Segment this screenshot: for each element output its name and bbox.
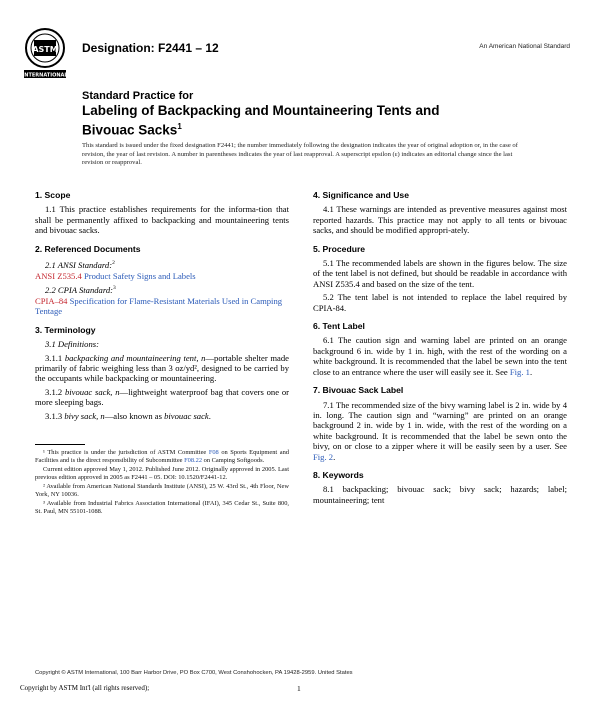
title-line-2: Labeling of Backpacking and Mountaineering Tents and [82,103,440,118]
title-footnote-mark: 1 [177,122,182,131]
footnote-mark: 2 [112,260,115,267]
paragraph: 6.1 The caution sign and warning label are printed on an orange background 6 in. wide by 1 in. high, with the rest of the wording on a white background. It is recommended that the label be sewn into the tent close to an entrance where the user will easily see it. See Fig. 1. [313,335,567,377]
designation: Designation: F2441 – 12 [82,41,219,55]
page-number: 1 [297,684,301,693]
ref-title-cpia[interactable]: Specification for Flame-Resistant Materials Used in Camping Tentage [35,295,283,317]
copyright-bottom: Copyright by ASTM Int'l (all rights reserved); [20,684,150,692]
section-heading: 7. Bivouac Sack Label [313,385,404,396]
section-heading: 6. Tent Label [313,321,365,332]
copyright-notice: Copyright © ASTM International, 100 Barr Harbor Drive, PO Box C700, West Conshohocken, PA 19428-2959. United States [35,670,353,676]
section-tent-label [313,321,567,377]
section-heading: 5. Procedure [313,243,366,254]
section-procedure [313,244,567,313]
section-scope [35,190,289,236]
logo-label: INTERNATIONAL [22,72,68,79]
fig-1-link[interactable]: Fig. 1 [509,366,530,377]
issuance-notice: This standard is issued under the fixed designation F2441; the number immediately following the designation indicates the year of original adoption or, in the case of revision, the year of last revision. A number in parentheses indicates the year of last reapproval. A superscript epsilon (ε) indicates an editorial change since the last revision or reapproval. [82,142,518,167]
title-line-1: Standard Practice for [82,90,194,102]
footnote-edition: Current edition approved May 1, 2012. Published June 2012. Originally approved in 2005. Last previous edition approved in 2005 as F2441 – 05. DOI: 10.1520/F2441-12. [35,466,289,481]
ref-title-ansi[interactable]: Product Safety Signs and Labels [81,271,196,282]
section-keywords [313,470,567,505]
fig-2-link[interactable]: Fig. 2 [313,451,334,462]
paragraph: 4.1 These warnings are intended as preventive measures against most reported hazards. This practice may not apply to all tents or bivouac sacks, and should be modified appropri-ately. [313,204,567,236]
document-title [82,89,552,139]
ref-label: 2.2 CPIA Standard: [45,284,114,295]
section-heading: 1. Scope [35,190,71,200]
standard-type: An American National Standard [479,43,570,50]
footnotes [35,444,289,517]
section-heading: 8. Keywords [313,469,364,480]
section-terminology [35,325,289,421]
definition-bivouac: 3.1.2 bivouac sack, n—lightweight waterproof bag that covers one or more sleeping bags. [35,386,289,408]
paragraph: 5.2 The tent label is not intended to replace the label required by CPIA-84. [313,292,567,313]
definition-tent: 3.1.1 backpacking and mountaineering tent, n—portable shelter made primarily of fabric weighing less than 3 oz/yd², designed to be carried by the occupants while backpacking or mountaineering. [35,352,289,384]
ref-label: 2.1 ANSI Standard: [45,259,113,270]
section-significance [313,190,567,236]
astm-logo [22,26,68,80]
paragraph: 3.1 Definitions: [45,339,99,350]
paragraph: 7.1 The recommended size of the bivy warning label is 2 in. wide by 4 in. long. The caution sign and “warning” are printed on an orange background 2 in. wide by 1 in. wide, with the rest of the wording on a white background. It is recommended that the label be sewn onto the bivy, on or close to a zipper where it will be easily seen by a user. See Fig. 2. [313,399,567,462]
footnote-divider [35,444,85,445]
ref-link-ansi[interactable]: ANSI Z535.4 [35,271,82,282]
footnote-2: ² Available from American National Standards Institute (ANSI), 25 W. 43rd St., 4th Floor, New York, NY 10036. [35,483,289,498]
section-heading: 3. Terminology [35,324,96,335]
paragraph: 8.1 backpacking; bivouac sack; bivy sack; hazards; label; mountaineering; tent [313,484,567,505]
right-column [313,190,567,513]
footnote-1: ¹ This practice is under the jurisdiction of ASTM Committee F08 on Sports Equipment and Facilities and is the direct responsibility of Subcommittee F08.22 on Camping Softgoods. [35,449,289,464]
definition-bivy: 3.1.3 bivy sack, n—also known as bivouac sack. [45,410,211,421]
paragraph: 5.1 The recommended labels are shown in the figures below. The size of the tent label is not defined, but should be readable in accordance with ANSI Z535.4 and based on the size of the tent. [313,258,567,289]
subcommittee-link[interactable]: F08.22 [184,457,203,464]
svg-text:ASTM: ASTM [32,45,58,54]
committee-link[interactable]: F08 [208,449,219,456]
left-column [35,190,289,429]
section-bivouac-label [313,385,567,462]
title-line-3: Bivouac Sacks [82,122,178,138]
section-referenced-documents [35,244,289,317]
ref-link-cpia[interactable]: CPIA–84 [35,295,68,306]
footnote-mark: 3 [113,284,116,291]
paragraph: 1.1 This practice establishes requirements for the informa-tion that shall be permanently affixed to backpacking and mountaineering tents and bivouac sacks. [35,204,289,236]
footnote-3: ³ Available from Industrial Fabrics Association International (IFAI), 345 Cedar St., Suite 800, St. Paul, MN 55101-1088. [35,500,289,515]
section-heading: 2. Referenced Documents [35,243,141,254]
section-heading: 4. Significance and Use [313,190,409,200]
